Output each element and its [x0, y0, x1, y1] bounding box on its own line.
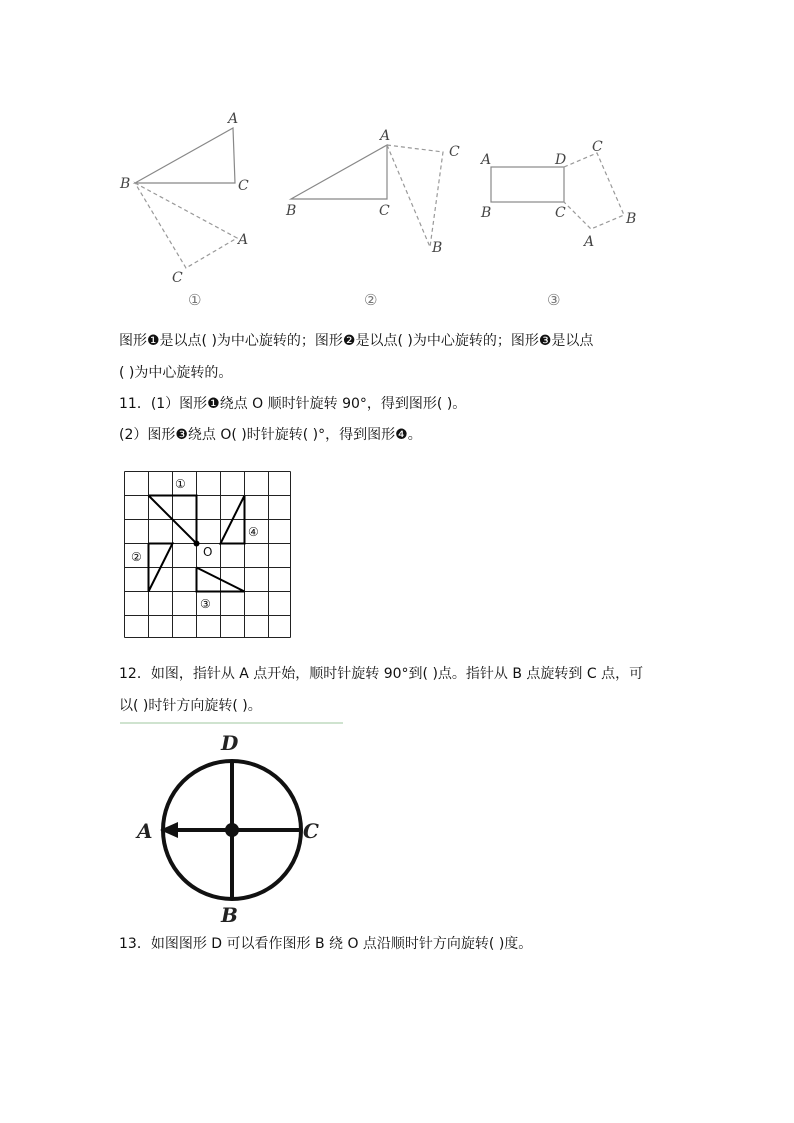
- grid-label-2: ②: [131, 550, 142, 564]
- figure-3: [479, 139, 636, 309]
- fig1-label-C: C: [238, 178, 249, 194]
- fig1-label-A: A: [228, 111, 239, 127]
- fig3-label-A: A: [481, 152, 492, 168]
- fig3-label-B-rotated: B: [626, 211, 637, 227]
- q11-line-1: 11．(1）图形❶绕点 O 顺时针旋转 90°，得到图形( )。: [119, 396, 467, 412]
- q10-line-2: ( )为中心旋转的。: [119, 365, 233, 381]
- clock-label-D: D: [221, 731, 239, 755]
- fig3-label-D: D: [555, 152, 567, 168]
- figure-1: [119, 111, 249, 309]
- q10-line-1: 图形❶是以点( )为中心旋转的；图形❷是以点( )为中心旋转的；图形❸是以点: [119, 333, 594, 349]
- figure-2: [285, 128, 460, 309]
- fig1-label-A-rotated: A: [238, 232, 249, 248]
- grid-label-O: O: [203, 545, 213, 559]
- fig3-label-B: B: [481, 205, 492, 221]
- q11-line-2: (2）图形❸绕点 O( )时针旋转( )°，得到图形❹。: [119, 427, 422, 443]
- grid-label-4: ④: [248, 525, 259, 539]
- grid-label-1: ①: [175, 477, 186, 491]
- fig1-label-B: B: [120, 176, 131, 192]
- fig3-label-A-rotated: A: [584, 234, 595, 250]
- rotation-figures: [0, 0, 794, 320]
- fig2-label-B-rotated: B: [432, 240, 443, 256]
- q12-line-1: 12．如图，指针从 A 点开始，顺时针旋转 90°到( )点。指针从 B 点旋转到 C 点，可: [119, 666, 644, 682]
- fig3-label-C-rotated: C: [592, 139, 603, 155]
- fig2-label-C: C: [379, 203, 390, 219]
- clock-label-A: A: [137, 819, 153, 843]
- grid-label-3: ③: [200, 597, 211, 611]
- fig1-label-C-rotated: C: [172, 270, 183, 286]
- fig3-number: ③: [547, 291, 561, 309]
- clock-label-B: B: [221, 903, 238, 927]
- fig2-label-B: B: [286, 203, 297, 219]
- fig3-label-C: C: [555, 205, 566, 221]
- clock-label-C: C: [303, 819, 319, 843]
- fig2-number: ②: [364, 291, 378, 309]
- q11-grid-figure: [120, 468, 296, 642]
- q12-line-2: 以( )时针方向旋转( )。: [119, 698, 262, 714]
- fig2-label-C-rotated: C: [449, 144, 460, 160]
- q13-line-1: 13．如图图形 D 可以看作图形 B 绕 O 点沿顺时针方向旋转( )度。: [119, 936, 533, 952]
- fig1-number: ①: [188, 291, 202, 309]
- q12-clock-figure: [115, 718, 350, 928]
- fig2-label-A: A: [380, 128, 391, 144]
